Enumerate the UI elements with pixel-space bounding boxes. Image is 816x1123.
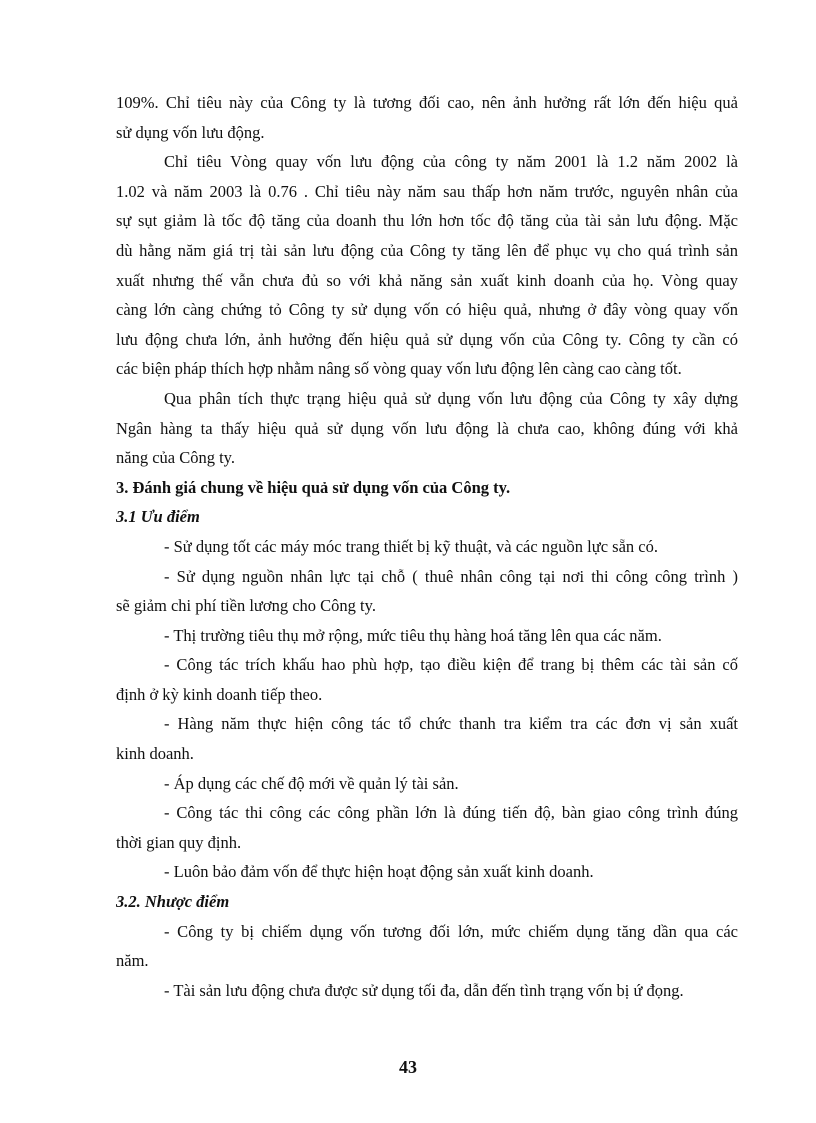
text-line: - Luôn bảo đảm vốn để thực hiện hoạt động sản xuất kinh doanh. <box>164 862 594 882</box>
text-line: năng của Công ty. <box>116 448 235 468</box>
text-line: - Công tác thi công các công phần lớn là đúng tiến độ, bàn giao công trình đúng <box>164 803 738 823</box>
text-line: sử dụng vốn lưu động. <box>116 122 265 142</box>
text-line: 109%. Chỉ tiêu này của Công ty là tương đối cao, nên ảnh hưởng rất lớn đến hiệu quả <box>116 93 738 112</box>
text-line: xuất nhưng thế vẫn chưa đủ so với khả năng sản xuất kinh doanh của họ. Vòng quay <box>116 270 738 290</box>
text-line: định ở kỳ kinh doanh tiếp theo. <box>116 684 323 704</box>
text-line: - Sử dụng nguồn nhân lực tại chỗ ( thuê nhân công tại nơi thi công công trình ) <box>164 566 738 586</box>
text-line: - Công ty bị chiếm dụng vốn tương đối lớn, mức chiếm dụng tăng dần qua các <box>164 921 738 941</box>
page-number: 43 <box>399 1057 417 1077</box>
text-line: năm. <box>116 951 149 971</box>
text-line: kinh doanh. <box>116 744 194 764</box>
subsection-heading: 3.2. Nhược điểm <box>116 892 230 912</box>
subsection-heading: 3.1 Ưu điểm <box>116 507 200 527</box>
text-line: Chỉ tiêu Vòng quay vốn lưu động của công ty năm 2001 là 1.2 năm 2002 là <box>164 152 738 172</box>
text-line: - Sử dụng tốt các máy móc trang thiết bị kỹ thuật, và các nguồn lực sẵn có. <box>164 536 658 556</box>
text-line: - Công tác trích khấu hao phù hợp, tạo điều kiện để trang bị thêm các tài sản cố <box>164 655 738 675</box>
text-line: thời gian quy định. <box>116 832 242 852</box>
text-line: các biện pháp thích hợp nhằm nâng số vòng quay vốn lưu động lên càng cao càng tốt. <box>116 359 682 379</box>
text-line: - Thị trường tiêu thụ mở rộng, mức tiêu thụ hàng hoá tăng lên qua các năm. <box>164 625 662 645</box>
text-line: - Tài sản lưu động chưa được sử dụng tối đa, dẫn đến tình trạng vốn bị ứ đọng. <box>164 980 684 1000</box>
text-line: sẽ giảm chi phí tiền lương cho Công ty. <box>116 596 376 616</box>
text-line: Qua phân tích thực trạng hiệu quả sử dụng vốn lưu động của Công ty xây dựng <box>164 388 738 408</box>
text-line: - Hàng năm thực hiện công tác tổ chức thanh tra kiểm tra các đơn vị sản xuất <box>164 714 738 734</box>
text-line: 1.02 và năm 2003 là 0.76 . Chỉ tiêu này năm sau thấp hơn năm trước, nguyên nhân của <box>116 181 738 201</box>
text-line: càng lớn càng chứng tỏ Công ty sử dụng vốn có hiệu quả, nhưng ở đây vòng quay vốn <box>116 300 738 320</box>
text-line: dù hằng năm giá trị tài sản lưu động của Công ty tăng lên để phục vụ cho quá trình sản <box>116 240 738 260</box>
text-line: - Áp dụng các chế độ mới về quản lý tài sản. <box>164 773 459 793</box>
section-heading: 3. Đánh giá chung về hiệu quả sử dụng vốn của Công ty. <box>116 477 511 497</box>
text-line: Ngân hàng ta thấy hiệu quả sử dụng vốn lưu động là chưa cao, không đúng với khả <box>116 418 738 438</box>
text-line: lưu động chưa lớn, ảnh hưởng đến hiệu quả sử dụng vốn của Công ty. Công ty cần có <box>116 329 738 349</box>
text-line: sự sụt giảm là tốc độ tăng của doanh thu lớn hơn tốc độ tăng của tài sản lưu động. Mặc <box>116 211 738 231</box>
document-body <box>116 88 738 1005</box>
